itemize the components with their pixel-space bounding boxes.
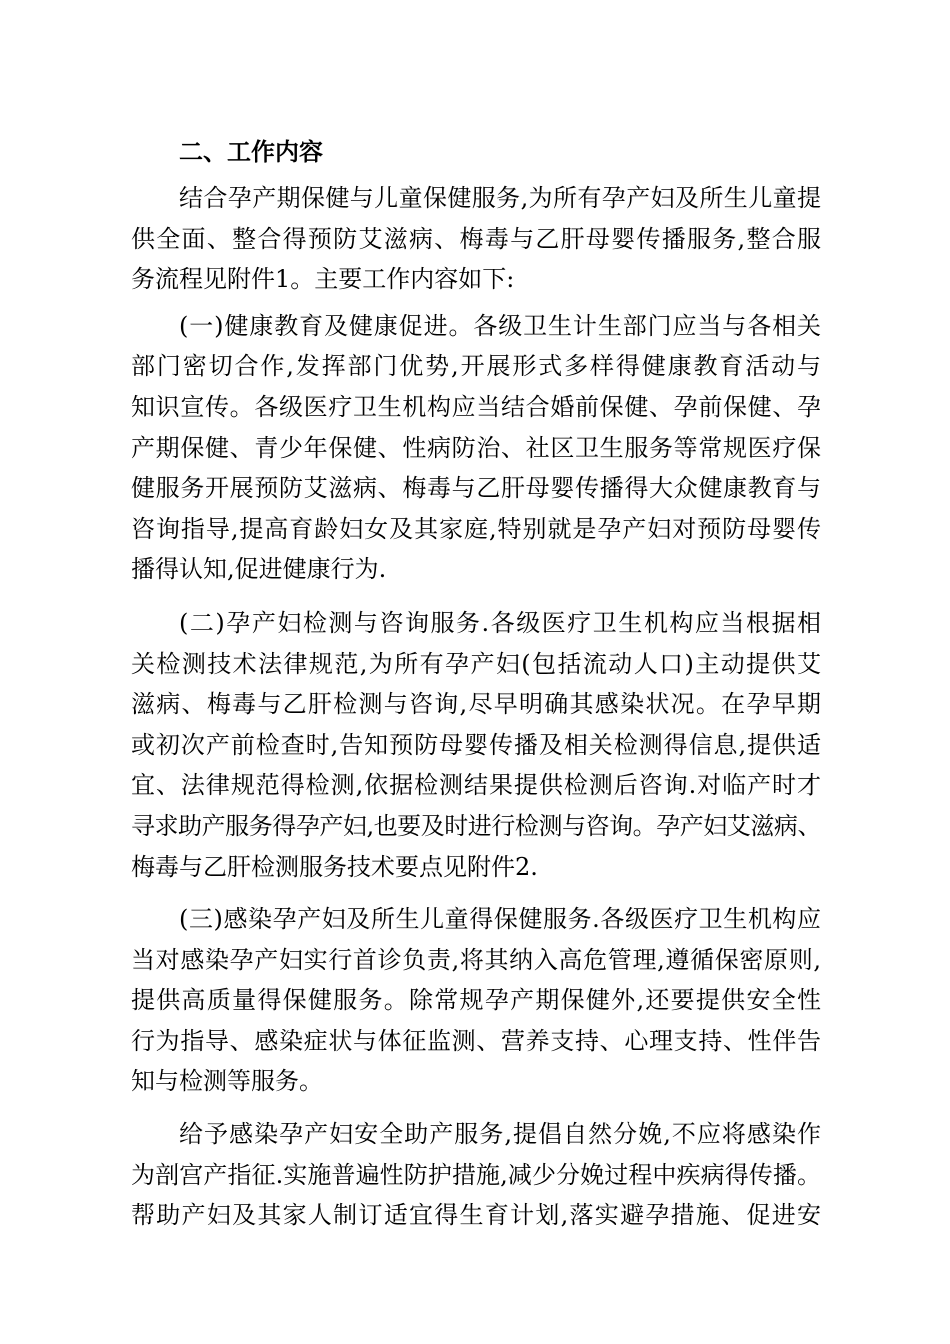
text-line: 结合孕产期保健与儿童保健服务,为所有孕产妇及所生儿童提 (179, 184, 821, 212)
paragraph-intro (131, 178, 821, 300)
section-heading: 二、工作内容 (179, 138, 323, 166)
paragraph-infected-care (131, 899, 821, 1102)
text-line: 知与检测等服务。 (131, 1067, 323, 1096)
text-line: 当对感染孕产妇实行首诊负责,将其纳入高危管理,遵循保密原则, (131, 945, 821, 974)
text-line: 帮助产妇及其家人制订适宜得生育计划,落实避孕措施、促进安 (131, 1201, 821, 1230)
text-line: 寻求助产服务得孕产妇,也要及时进行检测与咨询。孕产妇艾滋病、 (131, 811, 821, 840)
text-line: 供全面、整合得预防艾滋病、梅毒与乙肝母婴传播服务,整合服 (131, 224, 821, 253)
text-line: 播得认知,促进健康行为. (131, 555, 387, 584)
text-line: 或初次产前检查时,告知预防母婴传播及相关检测得信息,提供适 (131, 730, 821, 759)
document-body (131, 132, 821, 1236)
text-line: (二)孕产妇检测与咨询服务.各级医疗卫生机构应当根据相 (179, 608, 821, 637)
text-line: 咨询指导,提高育龄妇女及其家庭,特别就是孕产妇对预防母婴传 (131, 514, 821, 543)
paragraph-delivery-services (131, 1114, 821, 1236)
text-line: 务流程见附件1。主要工作内容如下: (131, 265, 515, 294)
text-line: (一)健康教育及健康促进。各级卫生计生部门应当与各相关 (179, 311, 821, 340)
text-line: 产期保健、青少年保健、性病防治、社区卫生服务等常规医疗保 (131, 433, 821, 462)
text-line: 宜、法律规范得检测,依据检测结果提供检测后咨询.对临产时才 (131, 771, 821, 800)
text-line: 健服务开展预防艾滋病、梅毒与乙肝母婴传播得大众健康教育与 (131, 474, 821, 503)
text-line: 滋病、梅毒与乙肝检测与咨询,尽早明确其感染状况。在孕早期 (131, 690, 821, 719)
paragraph-health-education (131, 306, 821, 590)
text-line: 部门密切合作,发挥部门优势,开展形式多样得健康教育活动与 (131, 352, 821, 381)
text-line: 梅毒与乙肝检测服务技术要点见附件2. (131, 852, 538, 881)
text-line: 为剖宫产指征.实施普遍性防护措施,减少分娩过程中疾病得传播。 (131, 1160, 821, 1189)
text-line: 关检测技术法律规范,为所有孕产妇(包括流动人口)主动提供艾 (131, 649, 821, 678)
text-line: 知识宣传。各级医疗卫生机构应当结合婚前保健、孕前保健、孕 (131, 392, 821, 421)
text-line: (三)感染孕产妇及所生儿童得保健服务.各级医疗卫生机构应 (179, 905, 821, 934)
text-line: 提供高质量得保健服务。除常规孕产期保健外,还要提供安全性 (131, 986, 821, 1015)
text-line: 行为指导、感染症状与体征监测、营养支持、心理支持、性伴告 (131, 1026, 821, 1055)
text-line: 给予感染孕产妇安全助产服务,提倡自然分娩,不应将感染作 (179, 1120, 821, 1149)
paragraph-testing-counseling (131, 603, 821, 887)
